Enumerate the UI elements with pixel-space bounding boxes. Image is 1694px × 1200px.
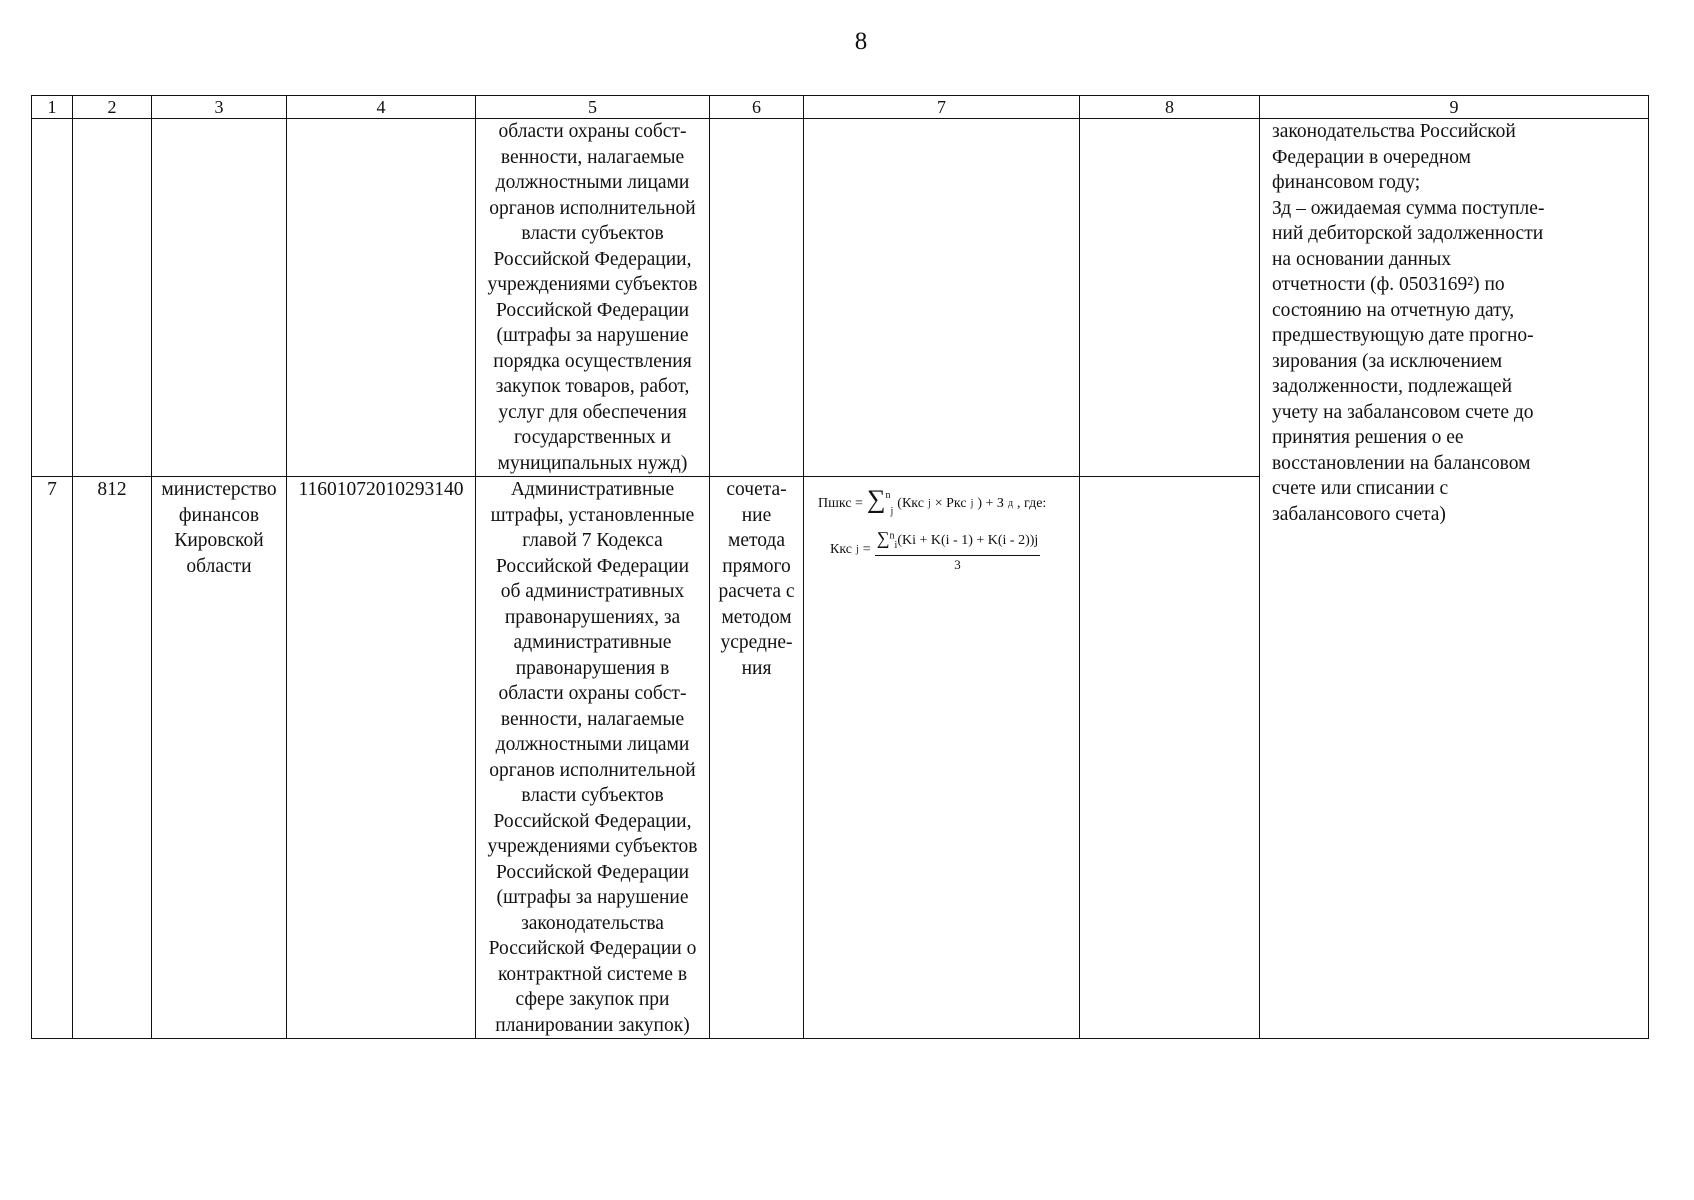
formula-fraction: $\frac{\sum^n_i(Ki + K(i - 1) + K(i - 2))j}{3}$: [876, 527, 1039, 572]
row7-col-2: 812: [73, 477, 152, 1039]
header-col-1: 1: [32, 96, 73, 119]
row7-col-6: сочета- ние метода прямого расчета с методом усредне- ния: [710, 477, 804, 1039]
header-row: [32, 96, 1649, 119]
formula-block: [806, 477, 1077, 574]
cont-cell-1: [32, 119, 73, 477]
formula-line-1: Пшкс = ∑$^n_j$ (Ккс j × Ркс j ) + З д , где:: [818, 485, 1077, 523]
formula-line-2: Ккс j = $\frac{\sum^n_i(Ki + K(i - 1) + K(i - 2))j}{3}$: [830, 527, 1039, 572]
cont-cell-8: [1080, 119, 1260, 477]
header-col-7: 7: [804, 96, 1080, 119]
row7-col-1: 7: [32, 477, 73, 1039]
document-table: [31, 95, 1649, 1039]
header-col-4: 4: [287, 96, 476, 119]
row7-col-5: Административные штрафы, установленные главой 7 Кодекса Российской Федерации об административных правонарушениях, за административные правонарушения в области охраны собст- венности, налагаемые должностными лицами органов исполнительной власти субъектов Российской Федерации, учреждениями субъектов Российской Федерации (штрафы за нарушение законодательства Российской Федерации о контрактной системе в сфере закупок при планировании закупок): [476, 477, 710, 1039]
cont-cell-7: [804, 119, 1080, 477]
cont-cell-3: [152, 119, 287, 477]
header-col-8: 8: [1080, 96, 1260, 119]
sigma-symbol: ∑$^n_j$: [866, 484, 894, 517]
row7-col-3: министерство финансов Кировской области: [152, 477, 287, 1039]
header-col-6: 6: [710, 96, 804, 119]
row7-col-4: 11601072010293140: [287, 477, 476, 1039]
row7-col-8: [1080, 477, 1260, 1039]
table-row-continued: [32, 119, 1649, 477]
cont-cell-4: [287, 119, 476, 477]
header-col-3: 3: [152, 96, 287, 119]
cont-cell-6: [710, 119, 804, 477]
page-number: 8: [854, 28, 868, 55]
cell-col-9: законодательства Российской Федерации в очередном финансовом году; Зд – ожидаемая сумма поступле- ний дебиторской задолженности на основании данных отчетности (ф. 0503169²) по состоянию на отчетную дату, предшествующую дате прогно- зирования (за исключением задолженности, подлежащей учету на забалансовом счете до принятия решения о ее восстановлении на балансовом счете или списании с забалансового счета): [1260, 119, 1649, 1039]
header-col-9: 9: [1260, 96, 1649, 119]
cont-cell-5: области охраны собст- венности, налагаемые должностными лицами органов исполнительной власти субъектов Российской Федерации, учреждениями субъектов Российской Федерации (штрафы за нарушение порядка осуществления закупок товаров, работ, услуг для обеспечения государственных и муниципальных нужд): [476, 119, 710, 477]
header-col-5: 5: [476, 96, 710, 119]
row7-col-7-formula: [804, 477, 1080, 1039]
cont-cell-2: [73, 119, 152, 477]
header-col-2: 2: [73, 96, 152, 119]
